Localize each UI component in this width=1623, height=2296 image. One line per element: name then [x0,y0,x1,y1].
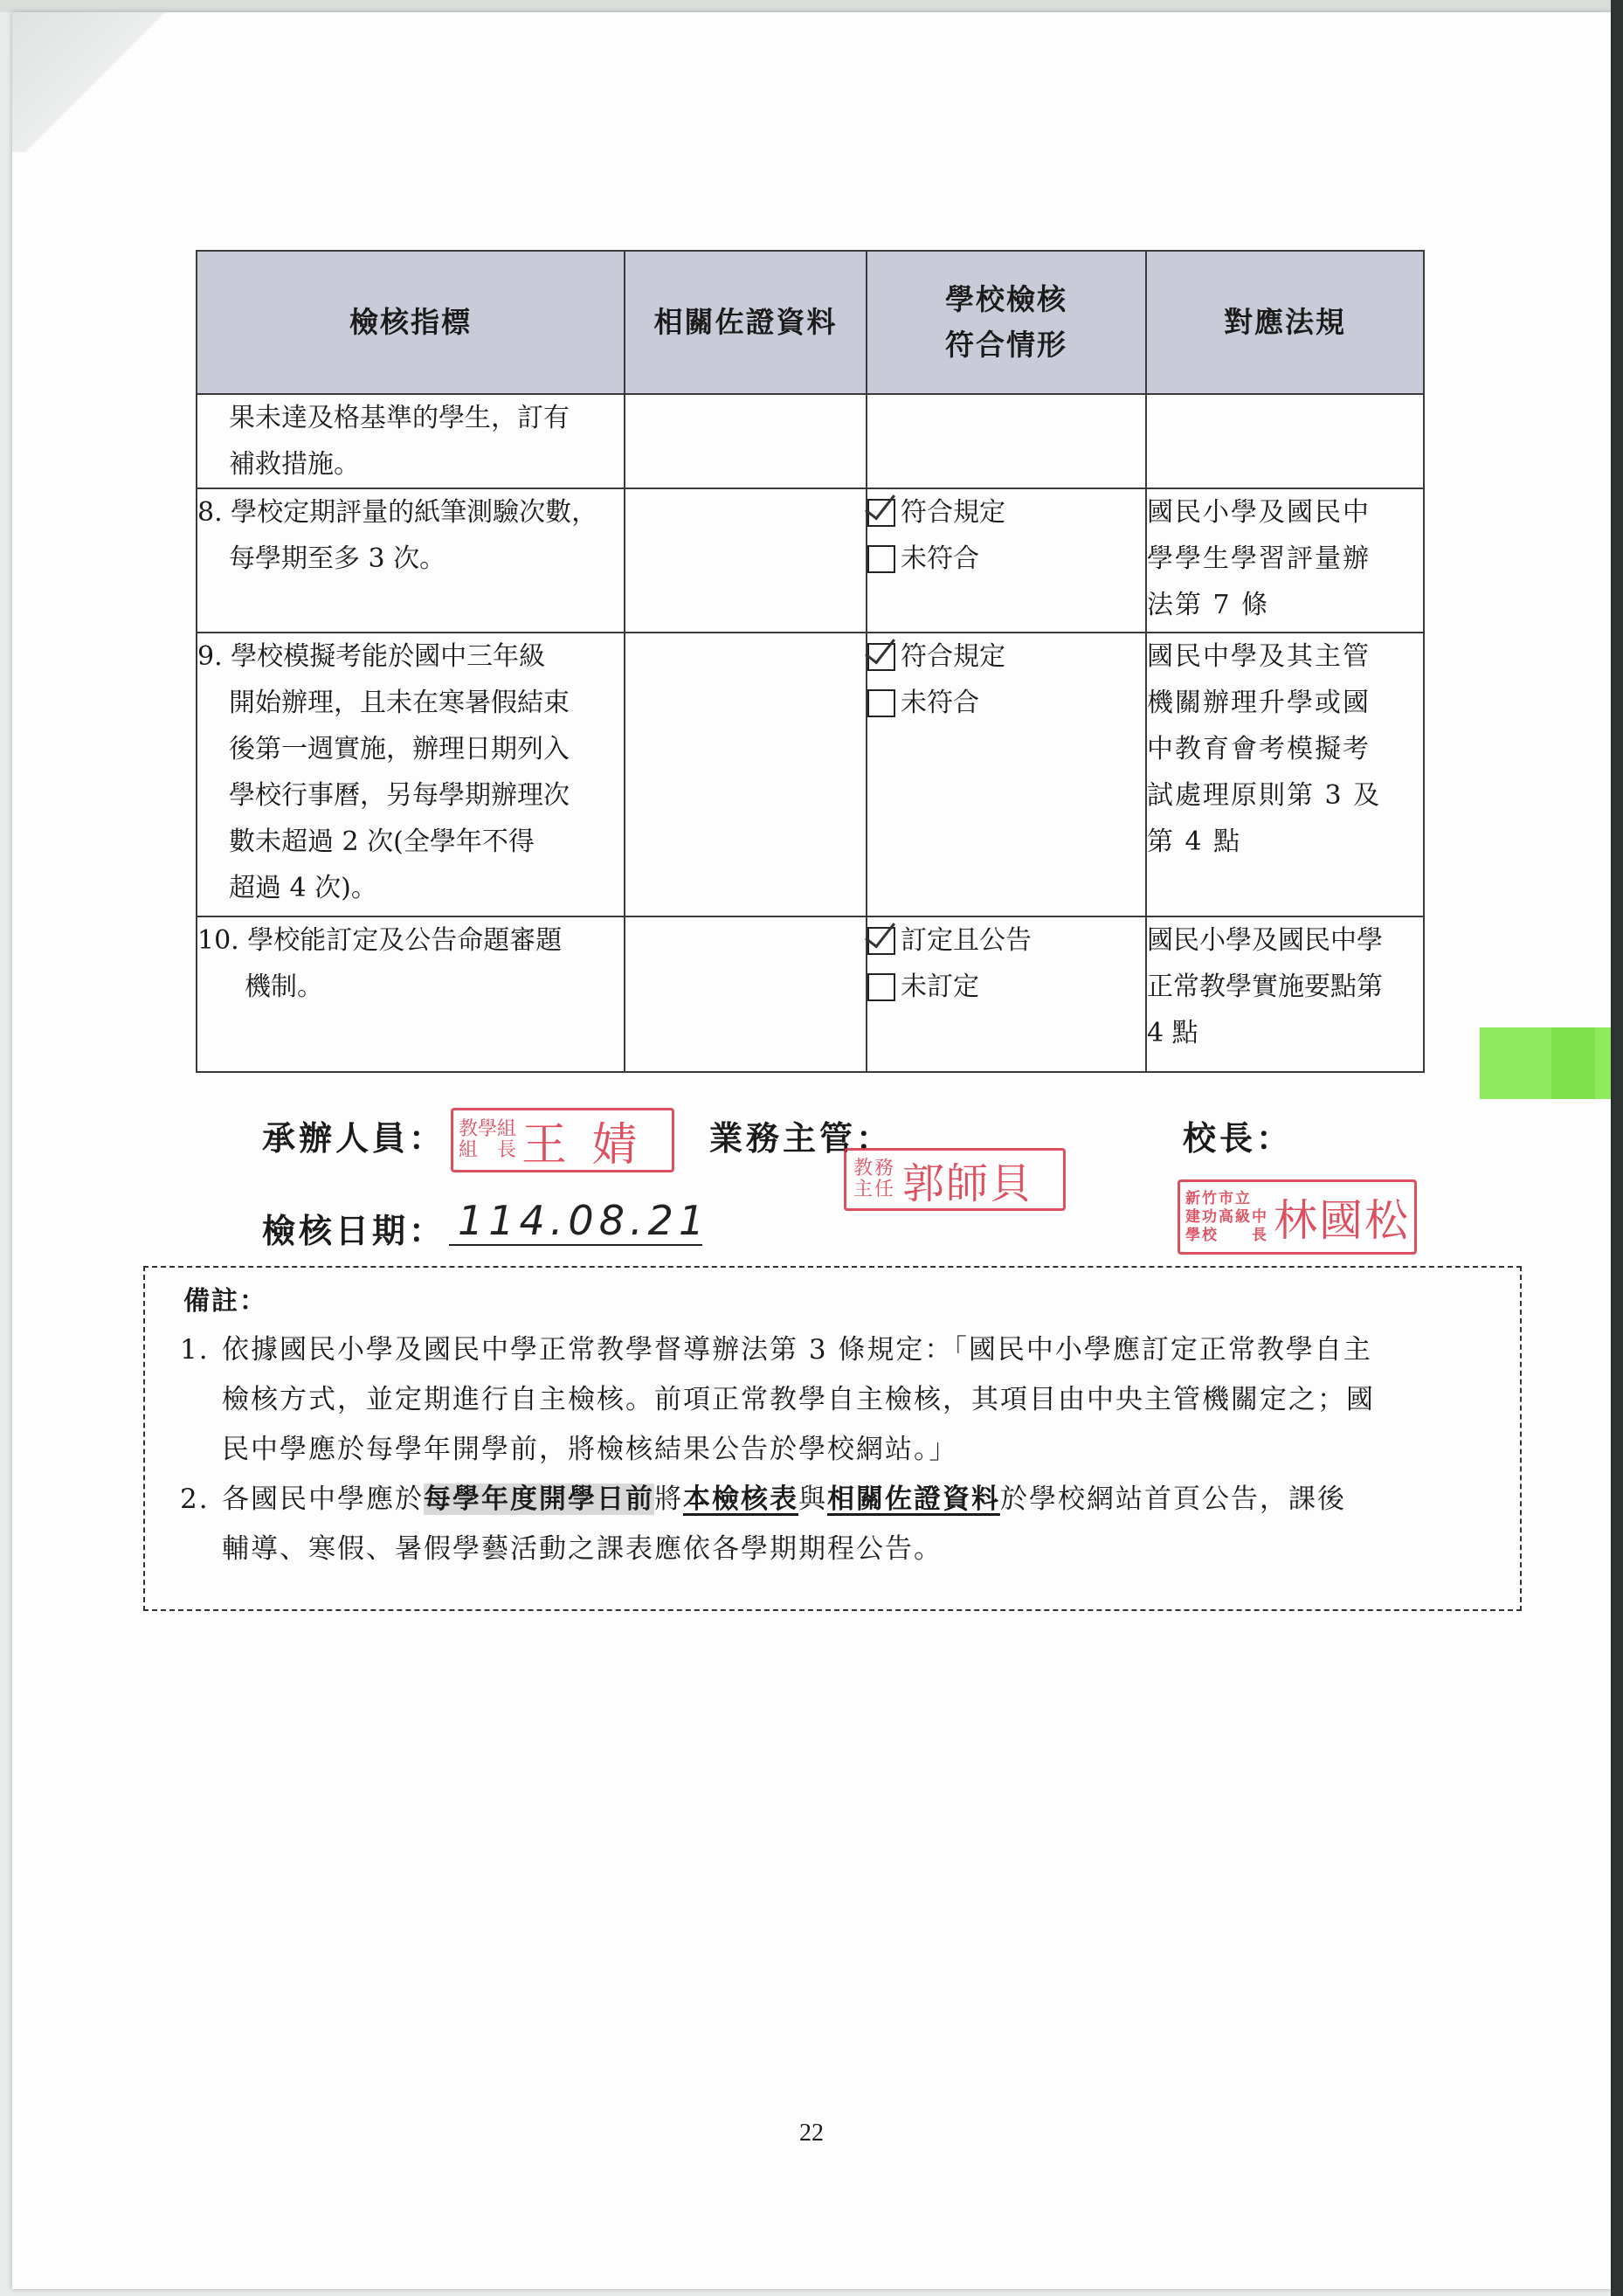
sticky-tab [1480,1027,1611,1099]
indicator-line: 果未達及格基準的學生，訂有 [229,403,570,433]
indicator-line: 數未超過 2 次(全學年不得 [229,826,535,857]
option-noncompliant[interactable] [867,680,1145,726]
stamp-title: 新 竹 市 立 建 功 高 級 中 學 校 長 [1185,1189,1267,1244]
option-defined-announced[interactable] [867,917,1145,964]
supervisor-stamp [844,1148,1066,1211]
empty-checkbox-icon[interactable] [867,545,895,573]
indicator-line: 後第一週實施，辦理日期列入 [229,734,570,764]
note-number: 1. [180,1334,210,1366]
regulation-cell [1146,394,1424,488]
option-label: 訂定且公告 [901,925,1032,956]
compliance-cell [867,488,1146,633]
indicator-line: 9. 學校模擬考能於國中三年級 [197,641,546,672]
table-row [197,916,1424,1072]
option-compliant[interactable] [867,633,1145,680]
option-noncompliant[interactable] [867,536,1145,582]
table-row [197,633,1424,916]
handler-label: 承辦人員： [262,1118,446,1158]
check-date-value: 114.08.21 [449,1197,702,1246]
regulation-line: 國民小學及國民中學 [1147,925,1383,956]
supervisor-label: 業務主管： [709,1118,894,1158]
header-evidence: 相關佐證資料 [625,251,867,394]
scan-right-edge [1611,0,1623,2296]
underlined-text: 本檢核表 [683,1483,798,1515]
note-item-1 [180,1325,1490,1475]
option-label: 未符合 [901,688,979,718]
table-row [197,394,1424,488]
underlined-text: 相關佐證資料 [827,1483,1000,1515]
indicator-cell [197,633,625,916]
stamp-title: 教 學 組 組 長 [459,1118,519,1161]
principal-stamp [1178,1179,1417,1255]
evidence-cell [625,394,867,488]
regulation-line: 4 點 [1147,1018,1198,1048]
regulation-cell [1146,633,1424,916]
header-compliance: 學校檢核 符合情形 [867,251,1146,394]
handler-stamp [451,1108,674,1172]
stamp-name: 王 婧 [521,1118,643,1172]
principal-label: 校長： [1183,1118,1294,1158]
compliance-cell [867,633,1146,916]
empty-checkbox-icon[interactable] [867,689,895,717]
evidence-cell [625,488,867,633]
date-label: 檢核日期： [262,1211,446,1250]
checked-checkbox-icon[interactable] [867,643,895,671]
indicator-line: 10. 學校能訂定及公告命題審題 [197,925,563,956]
empty-checkbox-icon[interactable] [867,973,895,1001]
regulation-line: 學學生學習評量辦 [1147,543,1371,574]
regulation-line: 國民中學及其主管 [1147,641,1371,672]
indicator-line: 8. 學校定期評量的紙筆測驗次數， [197,497,598,528]
regulation-line: 第 4 點 [1147,826,1242,857]
option-label: 符合規定 [901,497,1005,528]
regulation-cell [1146,488,1424,633]
checked-checkbox-icon[interactable] [867,927,895,955]
document-page [12,12,1611,2289]
note-item-2 [180,1475,1490,1574]
evidence-cell [625,916,867,1072]
compliance-cell [867,394,1146,488]
indicator-cell [197,916,625,1072]
note-line: 檢核方式，並定期進行自主檢核。前項正常教學自主檢核，其項目由中央主管機關定之；國 [222,1384,1375,1415]
indicator-line: 補救措施。 [229,449,360,480]
option-label: 未訂定 [901,972,979,1002]
regulation-cell [1146,916,1424,1072]
note-number: 2. [180,1483,210,1515]
note-line: 輔導、寒假、暑假學藝活動之課表應依各學期期程公告。 [222,1533,943,1565]
highlight-text: 每學年度開學日前 [424,1483,654,1515]
page-number: 22 [799,2120,824,2147]
option-label: 符合規定 [901,641,1005,672]
indicator-line: 機制。 [245,972,323,1002]
scan-top-edge [0,0,1623,12]
indicator-line: 超過 4 次)。 [229,873,377,903]
regulation-line: 中教育會考模擬考 [1147,734,1371,764]
note-line: 依據國民小學及國民中學正常教學督導辦法第 3 條規定：「國民中小學應訂定正常教學自主 [222,1334,1372,1366]
stamp-title: 教 務 主 任 [853,1158,896,1200]
regulation-line: 試處理原則第 3 及 [1147,780,1382,811]
compliance-cell [867,916,1146,1072]
note-line: 民中學應於每學年開學前，將檢核結果公告於學校網站。」 [222,1434,958,1465]
evidence-cell [625,633,867,916]
indicator-cell [197,394,625,488]
regulation-line: 機關辦理升學或國 [1147,688,1371,718]
notes-title: 備註： [183,1286,267,1317]
indicator-line: 開始辦理，且未在寒暑假結束 [229,688,570,718]
stamp-name: 林國松 [1274,1195,1410,1246]
indicator-line: 學校行事曆，另每學期辦理次 [229,780,570,811]
option-compliant[interactable] [867,489,1145,536]
option-label: 未符合 [901,543,979,574]
option-not-defined[interactable] [867,964,1145,1010]
header-regulation: 對應法規 [1146,251,1424,394]
indicator-line: 每學期至多 3 次。 [229,543,446,574]
notes-box [143,1266,1522,1611]
stamp-name: 郭師貝 [902,1158,1034,1208]
table-row [197,488,1424,633]
checklist-table [196,250,1425,1073]
checked-checkbox-icon[interactable] [867,499,895,527]
regulation-line: 法第 7 條 [1147,590,1270,620]
regulation-line: 國民小學及國民中 [1147,497,1371,528]
indicator-cell [197,488,625,633]
header-indicator: 檢核指標 [197,251,625,394]
note-line: 各國民中學應於每學年度開學日前將本檢核表與相關佐證資料於學校網站首頁公告，課後 [222,1483,1346,1515]
regulation-line: 正常教學實施要點第 [1147,972,1383,1002]
table-header-row [197,251,1424,394]
